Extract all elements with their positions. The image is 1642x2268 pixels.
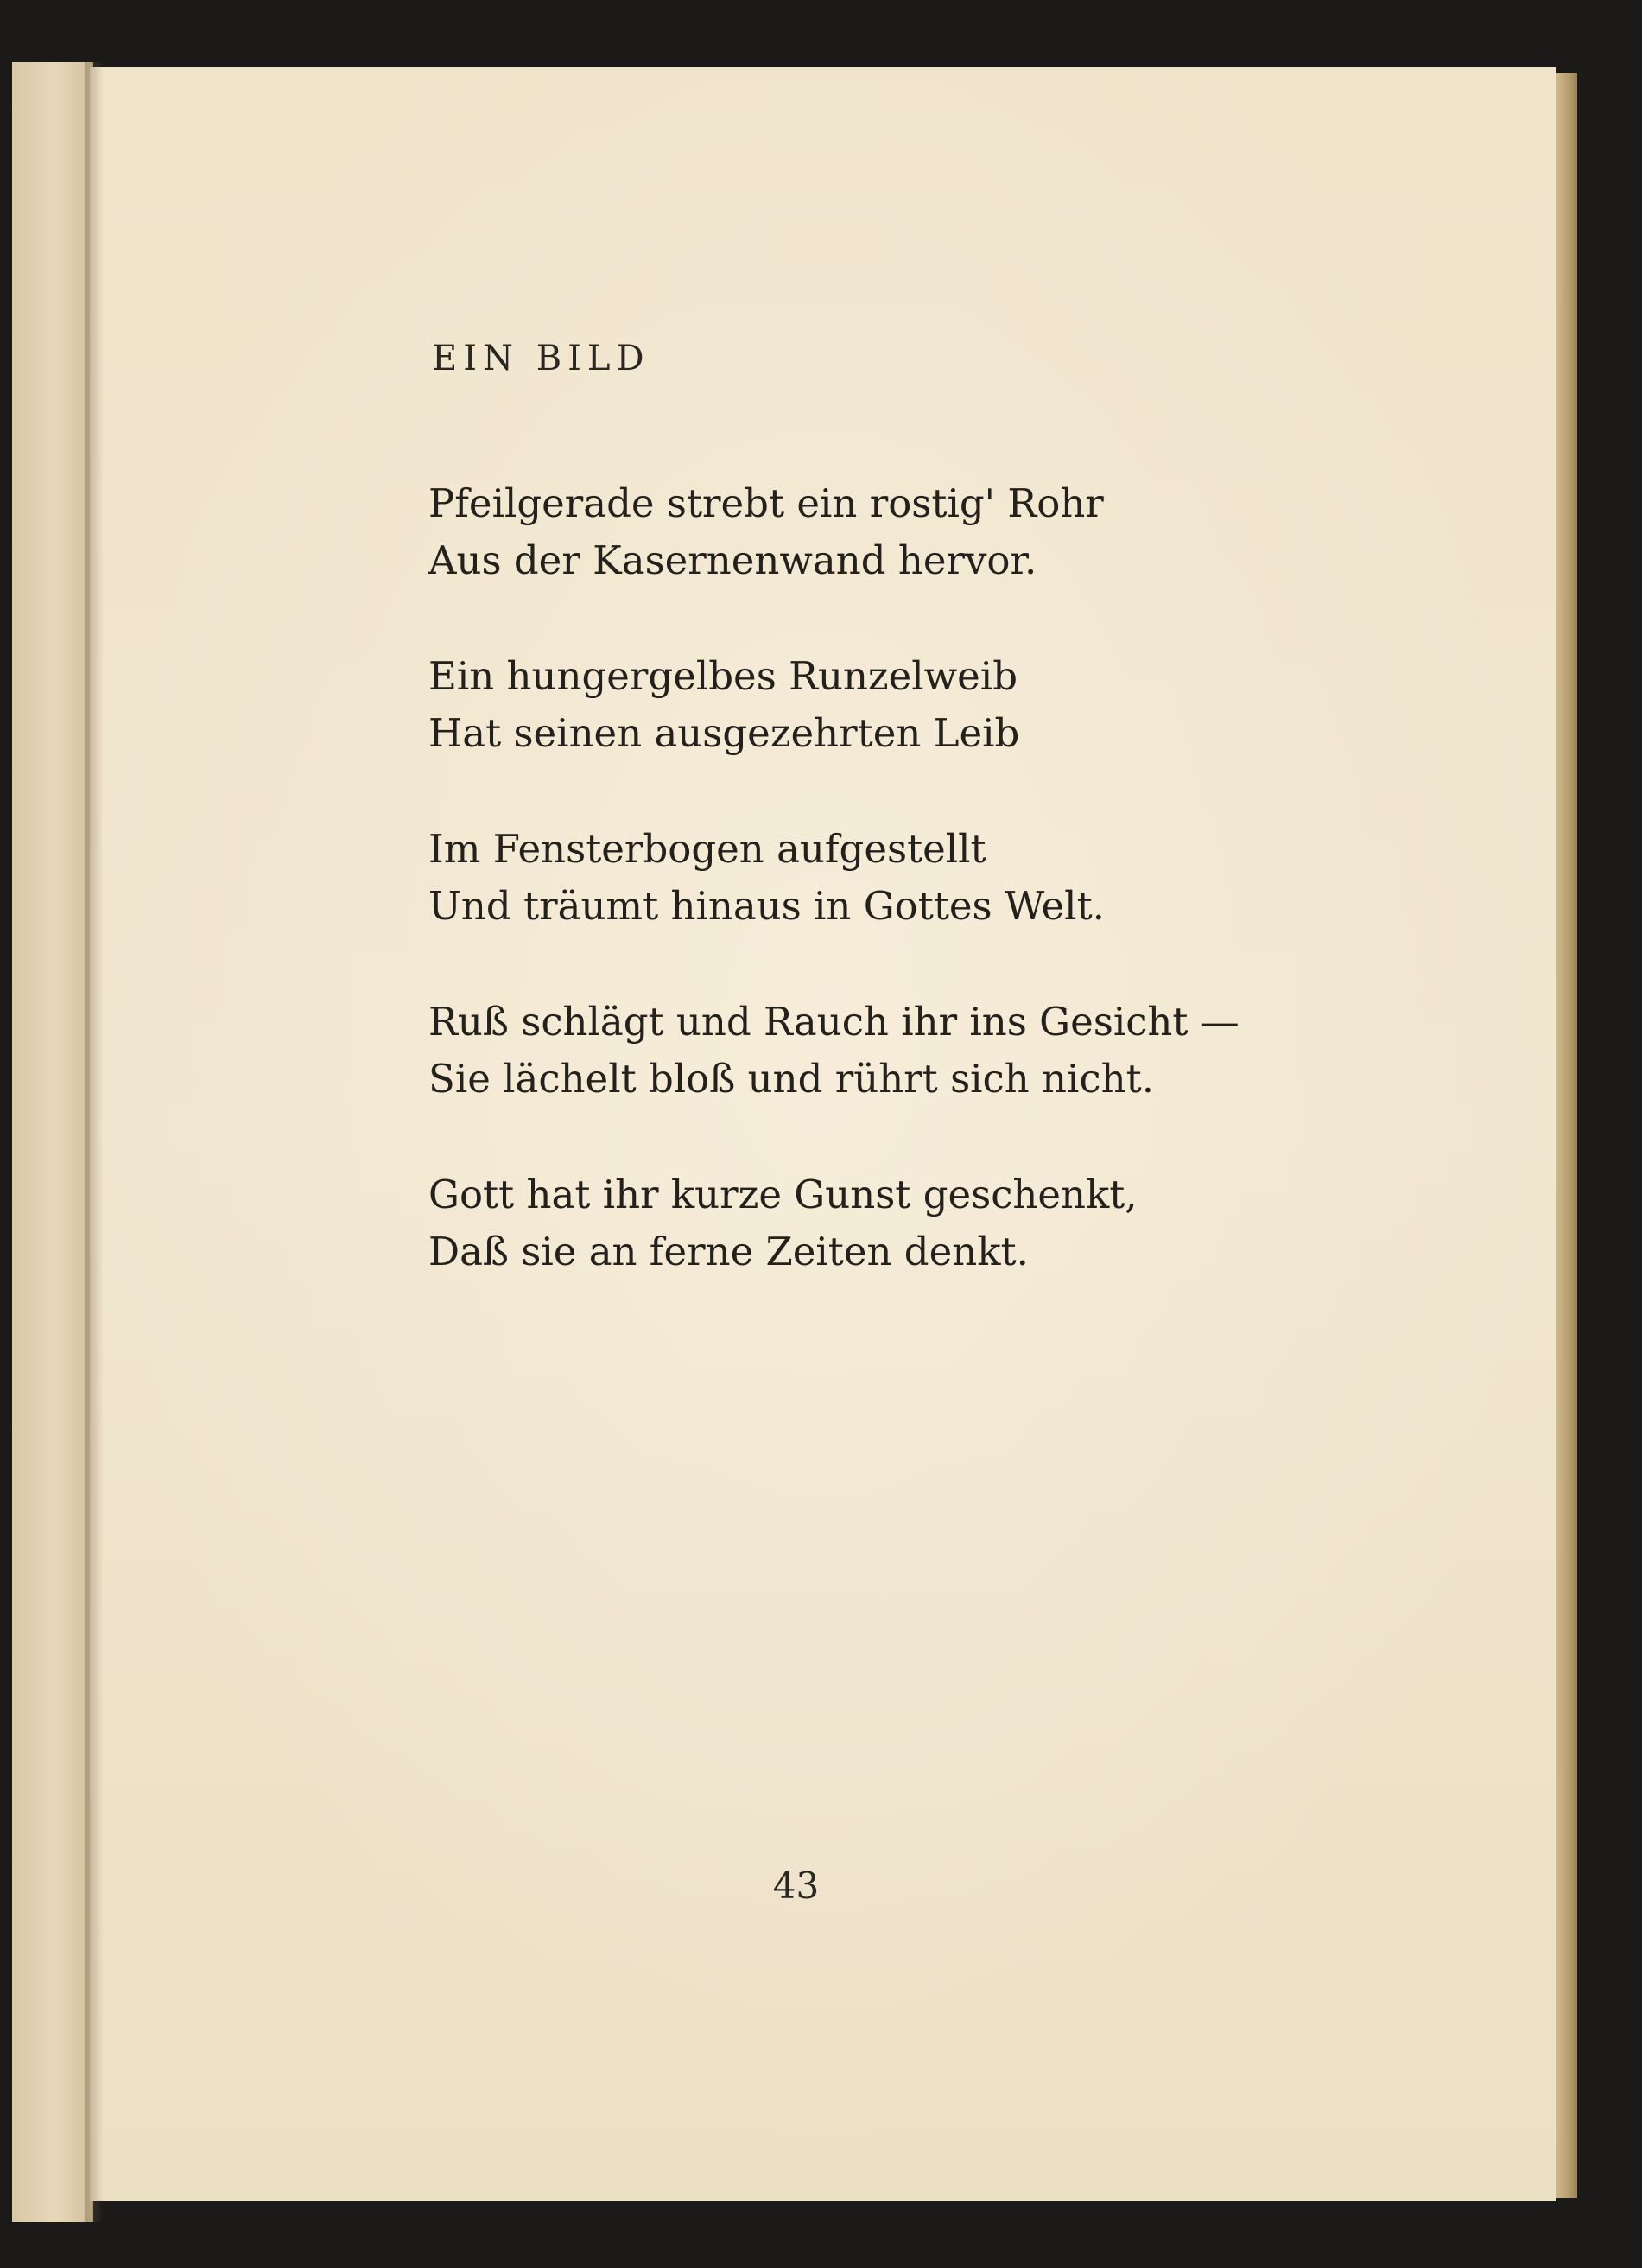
stanza — [428, 994, 1239, 1108]
stanza — [428, 475, 1239, 589]
poem-line: Sie lächelt bloß und rührt sich nicht. — [428, 1056, 1154, 1102]
poem-line: Und träumt hinaus in Gottes Welt. — [428, 883, 1105, 929]
poem-line: Aus der Kasernenwand hervor. — [428, 537, 1037, 583]
poem-line: Hat seinen ausgezehrten Leib — [428, 710, 1020, 756]
stanza — [428, 1166, 1239, 1280]
page-number: 43 — [772, 1865, 820, 1907]
poem-body — [428, 475, 1239, 1339]
poem-line: Daß sie an ferne Zeiten denkt. — [428, 1229, 1029, 1274]
poem-line: Ein hungergelbes Runzelweib — [428, 653, 1018, 699]
stanza — [428, 821, 1239, 935]
poem-line: Gott hat ihr kurze Gunst geschenkt, — [428, 1172, 1138, 1217]
poem-line: Pfeilgerade strebt ein rostig' Rohr — [428, 480, 1104, 526]
stanza — [428, 648, 1239, 762]
poem-line: Ruß schlägt und Rauch ihr ins Gesicht — — [428, 999, 1239, 1045]
poem-title: EIN BILD — [432, 339, 650, 378]
poem-line: Im Fensterbogen aufgestellt — [428, 826, 986, 872]
